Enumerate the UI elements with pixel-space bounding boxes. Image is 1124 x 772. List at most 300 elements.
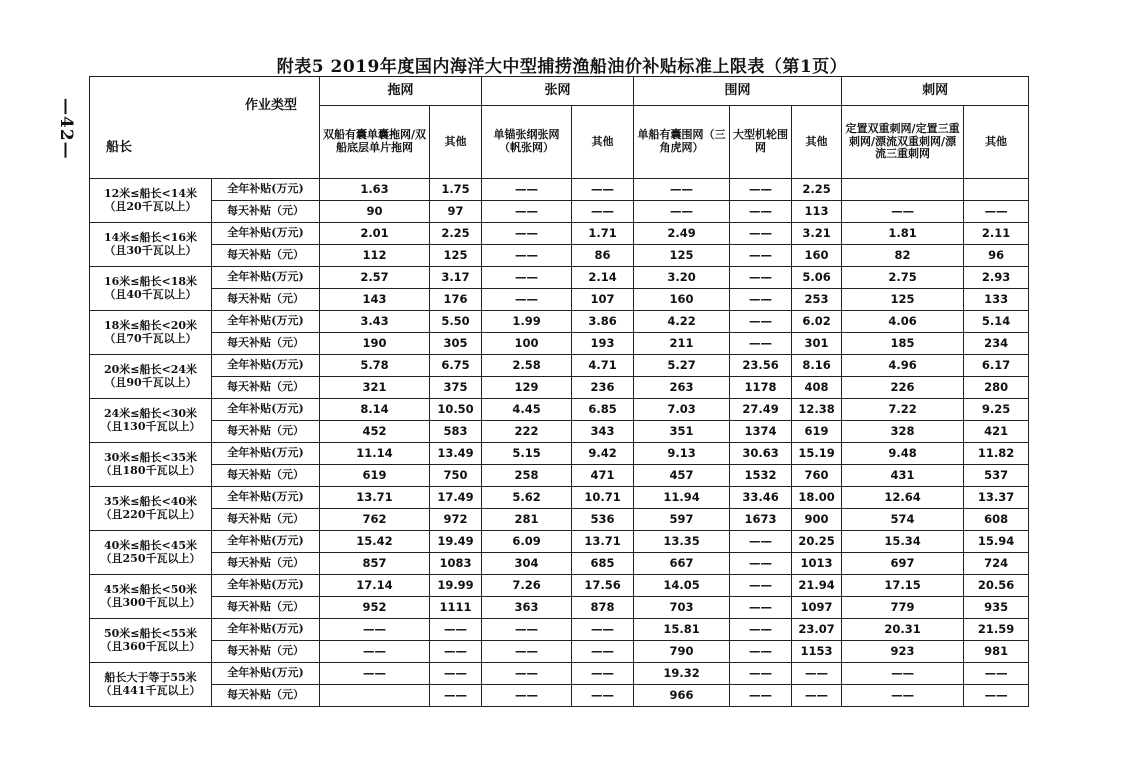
value-cell: 923: [842, 641, 964, 663]
value-cell: 6.85: [572, 399, 634, 421]
annual-subsidy-label: 全年补贴(万元): [212, 223, 320, 245]
value-cell: 82: [842, 245, 964, 267]
value-cell: 15.42: [320, 531, 430, 553]
table-row: [90, 311, 1029, 333]
value-cell: ——: [482, 223, 572, 245]
value-cell: ——: [730, 641, 792, 663]
value-cell: ——: [730, 553, 792, 575]
table-row: [90, 663, 1029, 685]
value-cell: 4.96: [842, 355, 964, 377]
power-range: （且90千瓦以上）: [104, 375, 197, 389]
value-cell: 13.71: [320, 487, 430, 509]
group-stow-net: 张网: [482, 77, 634, 106]
value-cell: ——: [482, 245, 572, 267]
value-cell: ——: [842, 201, 964, 223]
table-row: [90, 685, 1029, 707]
table-row: [90, 245, 1029, 267]
operation-type-label: 作业类型: [244, 98, 297, 113]
table-row: [90, 399, 1029, 421]
value-cell: 107: [572, 289, 634, 311]
value-cell: 234: [964, 333, 1029, 355]
value-cell: 20.31: [842, 619, 964, 641]
subcol-header: 定置双重刺网/定置三重刺网/漂流双重刺网/漂流三重刺网: [842, 106, 964, 179]
value-cell: 9.25: [964, 399, 1029, 421]
value-cell: 351: [634, 421, 730, 443]
value-cell: 697: [842, 553, 964, 575]
table-row: [90, 575, 1029, 597]
annual-subsidy-label: 全年补贴(万元): [212, 619, 320, 641]
value-cell: 2.01: [320, 223, 430, 245]
value-cell: 9.42: [572, 443, 634, 465]
value-cell: ——: [730, 179, 792, 201]
boat-length-label: 船长: [106, 140, 133, 156]
value-cell: 3.86: [572, 311, 634, 333]
value-cell: 13.49: [430, 443, 482, 465]
value-cell: 574: [842, 509, 964, 531]
value-cell: ——: [482, 641, 572, 663]
value-cell: 2.11: [964, 223, 1029, 245]
value-cell: 1097: [792, 597, 842, 619]
annual-subsidy-label: 全年补贴(万元): [212, 267, 320, 289]
table-row: [90, 641, 1029, 663]
value-cell: 328: [842, 421, 964, 443]
value-cell: 185: [842, 333, 964, 355]
length-range: 14米≤船长<16米: [103, 230, 198, 244]
value-cell: 125: [634, 245, 730, 267]
value-cell: 452: [320, 421, 430, 443]
value-cell: ——: [730, 311, 792, 333]
boat-length-cell: [90, 355, 212, 399]
value-cell: 5.15: [482, 443, 572, 465]
value-cell: 1013: [792, 553, 842, 575]
value-cell: 3.17: [430, 267, 482, 289]
value-cell: 667: [634, 553, 730, 575]
daily-subsidy-label: 每天补贴（元）: [212, 553, 320, 575]
value-cell: 1.63: [320, 179, 430, 201]
value-cell: 857: [320, 553, 430, 575]
value-cell: 304: [482, 553, 572, 575]
value-cell: ——: [964, 685, 1029, 707]
length-range: 船长大于等于55米: [104, 670, 197, 684]
value-cell: 1.71: [572, 223, 634, 245]
value-cell: 11.94: [634, 487, 730, 509]
value-cell: 11.14: [320, 443, 430, 465]
value-cell: 15.81: [634, 619, 730, 641]
value-cell: 100: [482, 333, 572, 355]
boat-length-cell: [90, 575, 212, 619]
value-cell: 305: [430, 333, 482, 355]
value-cell: 6.09: [482, 531, 572, 553]
value-cell: 1153: [792, 641, 842, 663]
value-cell: 9.48: [842, 443, 964, 465]
value-cell: 253: [792, 289, 842, 311]
value-cell: 17.15: [842, 575, 964, 597]
value-cell: 23.56: [730, 355, 792, 377]
value-cell: 23.07: [792, 619, 842, 641]
value-cell: 1178: [730, 377, 792, 399]
value-cell: 7.22: [842, 399, 964, 421]
value-cell: 2.25: [430, 223, 482, 245]
value-cell: 21.59: [964, 619, 1029, 641]
length-range: 45米≤船长<50米: [103, 582, 198, 596]
page-title: 附表5 2019年度国内海洋大中型捕捞渔船油价补贴标准上限表（第1页）: [276, 57, 848, 77]
length-range: 30米≤船长<35米: [103, 450, 198, 464]
value-cell: 19.99: [430, 575, 482, 597]
boat-length-cell: [90, 179, 212, 223]
value-cell: 1532: [730, 465, 792, 487]
value-cell: ——: [730, 201, 792, 223]
value-cell: [320, 685, 430, 707]
subcol-header: 双船有囊单囊拖网/双船底层单片拖网: [320, 106, 430, 179]
value-cell: ——: [730, 619, 792, 641]
value-cell: 1.99: [482, 311, 572, 333]
boat-length-cell: [90, 619, 212, 663]
value-cell: 421: [964, 421, 1029, 443]
value-cell: 19.49: [430, 531, 482, 553]
group-gillnet: 刺网: [842, 77, 1029, 106]
value-cell: ——: [482, 685, 572, 707]
value-cell: 4.22: [634, 311, 730, 333]
value-cell: 685: [572, 553, 634, 575]
length-range: 24米≤船长<30米: [103, 406, 198, 420]
value-cell: ——: [730, 223, 792, 245]
value-cell: ——: [730, 663, 792, 685]
value-cell: 900: [792, 509, 842, 531]
subcol-header: 其他: [964, 106, 1029, 179]
daily-subsidy-label: 每天补贴（元）: [212, 421, 320, 443]
subcol-header: 其他: [430, 106, 482, 179]
annual-subsidy-label: 全年补贴(万元): [212, 575, 320, 597]
value-cell: 15.94: [964, 531, 1029, 553]
subsidy-table: [89, 76, 1029, 707]
value-cell: 21.94: [792, 575, 842, 597]
annual-subsidy-label: 全年补贴(万元): [212, 311, 320, 333]
table-row: [90, 201, 1029, 223]
value-cell: 952: [320, 597, 430, 619]
value-cell: ——: [730, 267, 792, 289]
group-trawl: 拖网: [320, 77, 482, 106]
value-cell: ——: [320, 641, 430, 663]
value-cell: 9.13: [634, 443, 730, 465]
value-cell: 2.58: [482, 355, 572, 377]
value-cell: 1673: [730, 509, 792, 531]
value-cell: ——: [430, 641, 482, 663]
value-cell: 30.63: [730, 443, 792, 465]
power-range: （且250千瓦以上）: [100, 551, 201, 565]
length-range: 40米≤船长<45米: [103, 538, 198, 552]
value-cell: 17.49: [430, 487, 482, 509]
value-cell: ——: [964, 663, 1029, 685]
value-cell: 4.71: [572, 355, 634, 377]
value-cell: 18.00: [792, 487, 842, 509]
table-row: [90, 509, 1029, 531]
value-cell: 226: [842, 377, 964, 399]
subcol-header: 大型机轮围网: [730, 106, 792, 179]
value-cell: 3.43: [320, 311, 430, 333]
annual-subsidy-label: 全年补贴(万元): [212, 531, 320, 553]
value-cell: ——: [320, 619, 430, 641]
subcol-header: 单船有囊围网（三角虎网）: [634, 106, 730, 179]
value-cell: 11.82: [964, 443, 1029, 465]
value-cell: ——: [730, 685, 792, 707]
power-range: （且40千瓦以上）: [104, 287, 197, 301]
value-cell: 113: [792, 201, 842, 223]
daily-subsidy-label: 每天补贴（元）: [212, 509, 320, 531]
value-cell: 133: [964, 289, 1029, 311]
value-cell: ——: [482, 619, 572, 641]
daily-subsidy-label: 每天补贴（元）: [212, 289, 320, 311]
value-cell: 5.06: [792, 267, 842, 289]
daily-subsidy-label: 每天补贴（元）: [212, 377, 320, 399]
power-range: （且70千瓦以上）: [104, 331, 197, 345]
value-cell: 3.21: [792, 223, 842, 245]
value-cell: [964, 179, 1029, 201]
value-cell: 790: [634, 641, 730, 663]
annual-subsidy-label: 全年补贴(万元): [212, 487, 320, 509]
value-cell: 1.75: [430, 179, 482, 201]
value-cell: 703: [634, 597, 730, 619]
value-cell: ——: [482, 267, 572, 289]
value-cell: 5.27: [634, 355, 730, 377]
value-cell: 6.17: [964, 355, 1029, 377]
length-range: 12米≤船长<14米: [103, 186, 198, 200]
value-cell: ——: [572, 619, 634, 641]
value-cell: 125: [430, 245, 482, 267]
value-cell: 112: [320, 245, 430, 267]
value-cell: ——: [482, 201, 572, 223]
value-cell: ——: [842, 663, 964, 685]
value-cell: ——: [482, 663, 572, 685]
value-cell: 129: [482, 377, 572, 399]
value-cell: 281: [482, 509, 572, 531]
value-cell: 583: [430, 421, 482, 443]
value-cell: 619: [792, 421, 842, 443]
value-cell: ——: [430, 663, 482, 685]
length-range: 16米≤船长<18米: [103, 274, 198, 288]
value-cell: 2.14: [572, 267, 634, 289]
page-number: —42—: [56, 98, 76, 160]
value-cell: 321: [320, 377, 430, 399]
value-cell: 280: [964, 377, 1029, 399]
power-range: （且20千瓦以上）: [104, 199, 197, 213]
value-cell: 2.49: [634, 223, 730, 245]
value-cell: 15.34: [842, 531, 964, 553]
subcol-header: 单锚张纲张网（帆张网）: [482, 106, 572, 179]
value-cell: 176: [430, 289, 482, 311]
boat-length-cell: [90, 443, 212, 487]
value-cell: 935: [964, 597, 1029, 619]
value-cell: ——: [320, 663, 430, 685]
value-cell: 762: [320, 509, 430, 531]
value-cell: 86: [572, 245, 634, 267]
daily-subsidy-label: 每天补贴（元）: [212, 641, 320, 663]
table-row: [90, 355, 1029, 377]
value-cell: ——: [572, 179, 634, 201]
value-cell: 471: [572, 465, 634, 487]
table-body: [90, 179, 1029, 707]
boat-length-cell: [90, 399, 212, 443]
value-cell: ——: [730, 575, 792, 597]
power-range: （且30千瓦以上）: [104, 243, 197, 257]
corner-header-cell: [90, 77, 320, 179]
value-cell: 17.14: [320, 575, 430, 597]
value-cell: 7.26: [482, 575, 572, 597]
daily-subsidy-label: 每天补贴（元）: [212, 597, 320, 619]
boat-length-cell: [90, 223, 212, 267]
value-cell: 5.78: [320, 355, 430, 377]
group-purse-seine: 围网: [634, 77, 842, 106]
table-row: [90, 597, 1029, 619]
value-cell: 8.14: [320, 399, 430, 421]
length-range: 20米≤船长<24米: [103, 362, 198, 376]
value-cell: ——: [792, 663, 842, 685]
value-cell: 3.20: [634, 267, 730, 289]
length-range: 18米≤船长<20米: [103, 318, 198, 332]
table-row: [90, 289, 1029, 311]
value-cell: ——: [730, 531, 792, 553]
daily-subsidy-label: 每天补贴（元）: [212, 201, 320, 223]
table-row: [90, 333, 1029, 355]
boat-length-cell: [90, 311, 212, 355]
daily-subsidy-label: 每天补贴（元）: [212, 245, 320, 267]
value-cell: 2.25: [792, 179, 842, 201]
annual-subsidy-label: 全年补贴(万元): [212, 663, 320, 685]
value-cell: 27.49: [730, 399, 792, 421]
value-cell: 608: [964, 509, 1029, 531]
value-cell: 10.71: [572, 487, 634, 509]
table-row: [90, 619, 1029, 641]
value-cell: 4.45: [482, 399, 572, 421]
value-cell: 6.75: [430, 355, 482, 377]
table-row: [90, 421, 1029, 443]
power-range: （且180千瓦以上）: [100, 463, 201, 477]
value-cell: 5.62: [482, 487, 572, 509]
value-cell: ——: [572, 201, 634, 223]
table-row: [90, 465, 1029, 487]
table-row: [90, 179, 1029, 201]
value-cell: 236: [572, 377, 634, 399]
value-cell: 1111: [430, 597, 482, 619]
value-cell: 537: [964, 465, 1029, 487]
length-range: 35米≤船长<40米: [103, 494, 198, 508]
value-cell: 972: [430, 509, 482, 531]
value-cell: ——: [730, 597, 792, 619]
value-cell: 5.14: [964, 311, 1029, 333]
value-cell: 160: [792, 245, 842, 267]
value-cell: 457: [634, 465, 730, 487]
header-group-row: [90, 77, 1029, 106]
value-cell: 2.75: [842, 267, 964, 289]
value-cell: 536: [572, 509, 634, 531]
length-range: 50米≤船长<55米: [103, 626, 198, 640]
boat-length-cell: [90, 267, 212, 311]
value-cell: ——: [964, 201, 1029, 223]
annual-subsidy-label: 全年补贴(万元): [212, 399, 320, 421]
daily-subsidy-label: 每天补贴（元）: [212, 333, 320, 355]
value-cell: 125: [842, 289, 964, 311]
annual-subsidy-label: 全年补贴(万元): [212, 355, 320, 377]
value-cell: 375: [430, 377, 482, 399]
value-cell: 19.32: [634, 663, 730, 685]
power-range: （且300千瓦以上）: [100, 595, 201, 609]
value-cell: 12.38: [792, 399, 842, 421]
annual-subsidy-label: 全年补贴(万元): [212, 443, 320, 465]
boat-length-cell: [90, 663, 212, 707]
table-row: [90, 531, 1029, 553]
value-cell: 90: [320, 201, 430, 223]
value-cell: 12.64: [842, 487, 964, 509]
value-cell: 20.56: [964, 575, 1029, 597]
power-range: （且220千瓦以上）: [100, 507, 201, 521]
value-cell: ——: [730, 333, 792, 355]
subcol-header: 其他: [792, 106, 842, 179]
daily-subsidy-label: 每天补贴（元）: [212, 465, 320, 487]
value-cell: 408: [792, 377, 842, 399]
table-row: [90, 377, 1029, 399]
daily-subsidy-label: 每天补贴（元）: [212, 685, 320, 707]
value-cell: 343: [572, 421, 634, 443]
value-cell: 2.93: [964, 267, 1029, 289]
power-range: （且360千瓦以上）: [100, 639, 201, 653]
value-cell: ——: [634, 201, 730, 223]
value-cell: 17.56: [572, 575, 634, 597]
value-cell: ——: [730, 245, 792, 267]
value-cell: 13.35: [634, 531, 730, 553]
value-cell: 5.50: [430, 311, 482, 333]
value-cell: 431: [842, 465, 964, 487]
value-cell: ——: [430, 619, 482, 641]
value-cell: 301: [792, 333, 842, 355]
annual-subsidy-label: 全年补贴(万元): [212, 179, 320, 201]
value-cell: 2.57: [320, 267, 430, 289]
value-cell: 10.50: [430, 399, 482, 421]
value-cell: 1083: [430, 553, 482, 575]
value-cell: 760: [792, 465, 842, 487]
value-cell: 779: [842, 597, 964, 619]
table-row: [90, 487, 1029, 509]
value-cell: 13.37: [964, 487, 1029, 509]
value-cell: 8.16: [792, 355, 842, 377]
value-cell: 193: [572, 333, 634, 355]
value-cell: 363: [482, 597, 572, 619]
value-cell: 981: [964, 641, 1029, 663]
value-cell: 597: [634, 509, 730, 531]
value-cell: 96: [964, 245, 1029, 267]
value-cell: 7.03: [634, 399, 730, 421]
value-cell: ——: [842, 685, 964, 707]
value-cell: 14.05: [634, 575, 730, 597]
value-cell: 750: [430, 465, 482, 487]
table-row: [90, 443, 1029, 465]
table-row: [90, 267, 1029, 289]
value-cell: 4.06: [842, 311, 964, 333]
value-cell: ——: [572, 663, 634, 685]
value-cell: ——: [572, 641, 634, 663]
value-cell: 160: [634, 289, 730, 311]
value-cell: 20.25: [792, 531, 842, 553]
value-cell: [842, 179, 964, 201]
value-cell: 878: [572, 597, 634, 619]
boat-length-cell: [90, 531, 212, 575]
value-cell: 97: [430, 201, 482, 223]
value-cell: ——: [730, 289, 792, 311]
table-row: [90, 223, 1029, 245]
value-cell: 258: [482, 465, 572, 487]
value-cell: ——: [634, 179, 730, 201]
value-cell: ——: [792, 685, 842, 707]
value-cell: 6.02: [792, 311, 842, 333]
boat-length-cell: [90, 487, 212, 531]
